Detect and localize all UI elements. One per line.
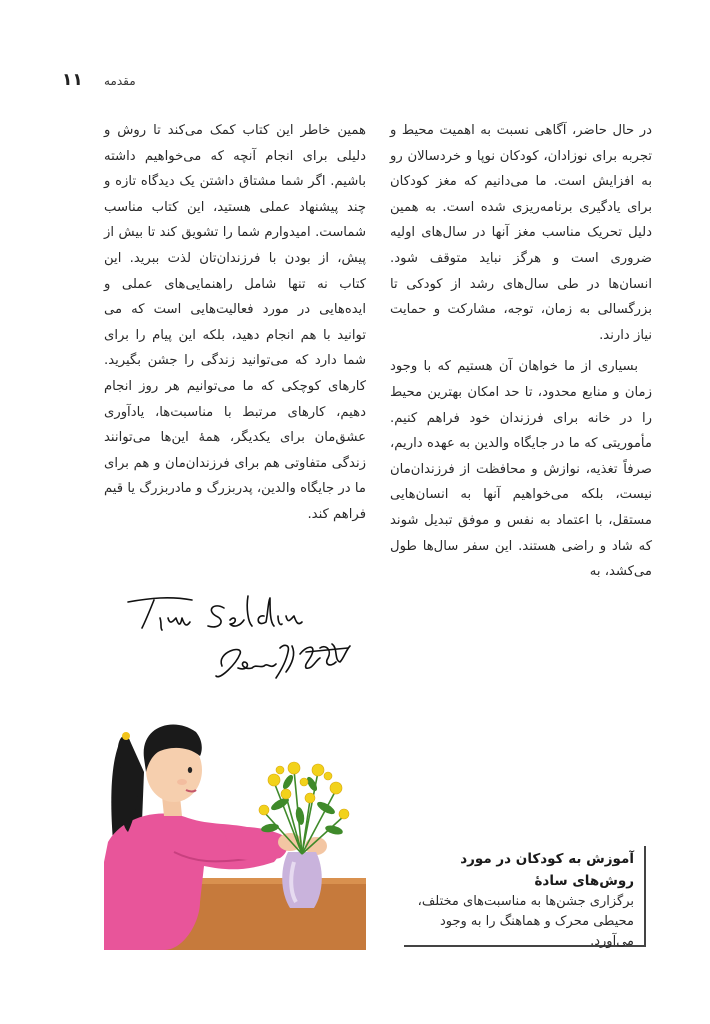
signature-lorna-mcgrath — [216, 644, 350, 678]
illustration-child-with-flowers — [104, 712, 366, 950]
text-column-right — [390, 118, 652, 591]
caption-box — [404, 846, 646, 947]
vase — [282, 852, 322, 908]
paragraph: بسیاری از ما خواهان آن هستیم که با وجود زمان و منابع محدود، تا حد امکان بهترین محیط را در خانه برای فرزندان خود فراهم کنیم. مأموریتی که ما در جایگاه والدین به عهده داریم، صرفاً تغذیه، نوازش و محافظت از فرزندان‌مان نیست، بلکه می‌خواهیم آنها به انسان‌هایی مستقل، با اعتماد به نفس و موفق تبدیل شوند که شاد و راضی هستند. این سفر سال‌ها طول می‌کشد، به — [390, 359, 652, 580]
text-column-left — [104, 118, 366, 534]
section-title: مقدمه — [104, 74, 136, 88]
eye — [188, 767, 192, 773]
caption-body: برگزاری جشن‌ها به مناسبت‌های مختلف، محیطی محرک و هماهنگ را به وجود می‌آورد. — [417, 894, 634, 949]
page-number: ۱۱ — [62, 70, 83, 90]
cheek — [177, 779, 187, 785]
signatures — [120, 588, 360, 698]
caption-title: آموزش به کودکان در مورد روش‌های سادهٔ — [460, 851, 634, 889]
flower-heads — [259, 762, 349, 819]
signature-tim-seldin — [128, 596, 302, 630]
paragraph: در حال حاضر، آگاهی نسبت به اهمیت محیط و تجربه برای نوزادان، کودکان نوپا و خردسالان رو به افزایش است. ما می‌دانیم که مغز کودکان برای یادگیری برنامه‌ریزی شده است. به همین دلیل تحریک مناسب مغز آنها در سال‌های اولیه ضروری است و هرگز نباید متوقف شود. انسان‌ها در طی سال‌های رشد از کودکی تا بزرگسالی به زمان، توجه، مشارکت و حمایت نیاز دارند. — [390, 123, 652, 343]
paragraph: همین خاطر این کتاب کمک می‌کند تا روش و دلیلی برای انجام آنچه که می‌خواهیم داشته باشیم. اگر شما مشتاق داشتن یک دیدگاه تازه و چند پیشنهاد عملی هستید، این کتاب مناسب شماست. امیدوارم شما را تشویق کند تا بیش از پیش، از بودن با فرزندان‌تان لذت ببرید. این کتاب نه تنها شامل راهنمایی‌های عملی و ایده‌هایی در مورد فعالیت‌هایی است که می توانید با هم انجام دهید، بلکه این پیام را برای شما دارد که می‌توانید زندگی را جشن بگیرید. کارهای کوچکی که ما می‌توانیم هر روز انجام دهیم، کارهای مرتبط با مناسبت‌ها، یادآوری عشق‌مان برای یکدیگر، همهٔ این‌ها می‌توانند زندگی متفاوتی هم برای فرزندان‌مان و هم برای ما در جایگاه والدین، پدربزرگ و مادربزرگ یا قیم فراهم کند. — [104, 123, 366, 522]
arm — [224, 827, 288, 860]
hair-tie — [122, 732, 130, 740]
